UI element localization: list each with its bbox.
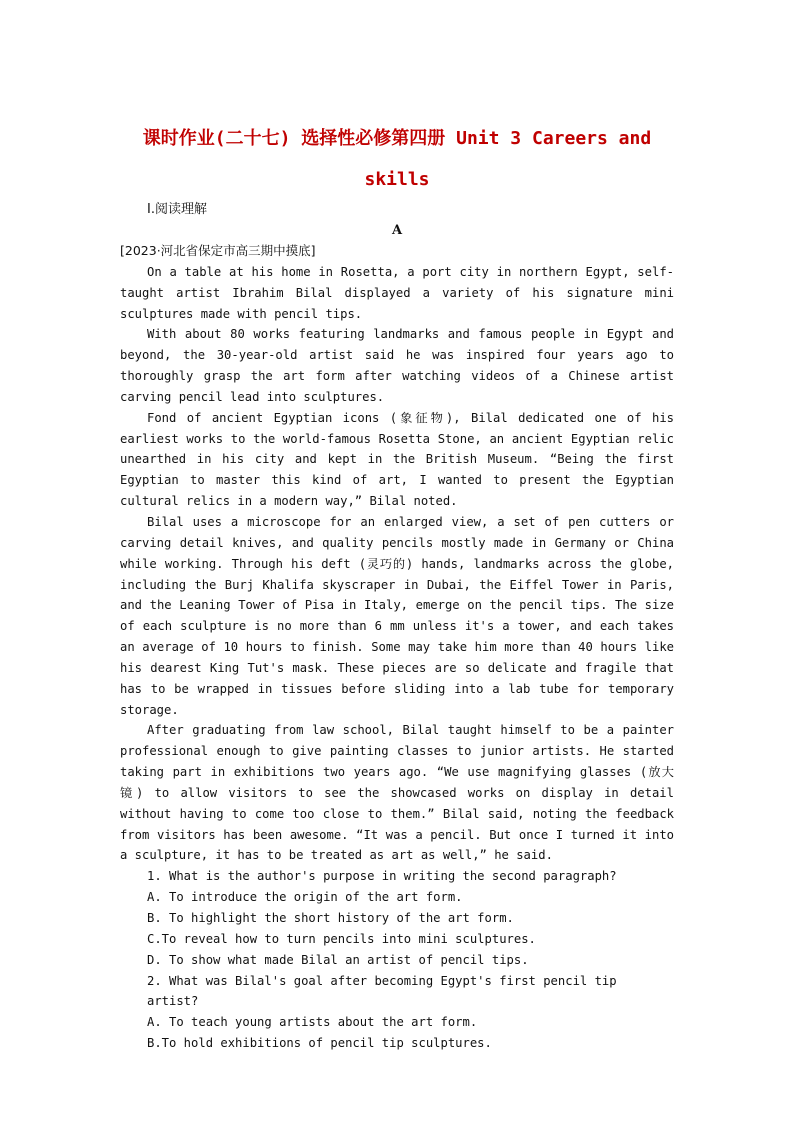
passage-label: A [391, 223, 403, 238]
question-2-option-b: B.To hold exhibitions of pencil tip sculptures. [147, 1036, 492, 1051]
page-title: 课时作业(二十七) 选择性必修第四册 Unit 3 Careers and skills [142, 128, 652, 190]
paragraph-1: On a table at his home in Rosetta, a port city in northern Egypt, self-taught artist Ibrahim Bilal displayed a variety of his signature mini sculptures made with pencil tips. [120, 264, 674, 321]
paragraph-5: After graduating from law school, Bilal taught himself to be a painter professional enough to give painting classes to junior artists. He started taking part in exhibitions two years ago. “We use magnifying glasses (放大镜) to allow visitors to see the showcased works on display in detail without having to come too close to them.” Bilal said, noting the feedback from visitors has been awesome. “It was a pencil. But once I turned it into a sculpture, it has to be treated as art as well,” he said. [120, 723, 674, 863]
section-heading: Ⅰ.阅读理解 [147, 202, 207, 217]
paragraph-3: Fond of ancient Egyptian icons (象征物), Bilal dedicated one of his earliest works to the world-famous Rosetta Stone, an ancient Egyptian relic unearthed in his city and kept in the British Museum. “Being the first Egyptian to master this kind of art, I wanted to present the Egyptian cultural relics in a modern way,” Bilal noted. [120, 410, 674, 509]
question-1-option-a: A. To introduce the origin of the art form. [147, 890, 463, 905]
passage-body [120, 241, 674, 1054]
question-1-option-d: D. To show what made Bilal an artist of pencil tips. [147, 952, 529, 967]
question-2: 2. What was Bilal's goal after becoming Egypt's first pencil tip artist? [147, 973, 617, 1009]
paragraph-4: Bilal uses a microscope for an enlarged view, a set of pen cutters or carving detail knives, and quality pencils mostly made in Germany or China while working. Through his deft (灵巧的) hands, landmarks across the globe, including the Burj Khalifa skyscraper in Dubai, the Eiffel Tower in Paris, and the Leaning Tower of Pisa in Italy, emerge on the pencil tips. The size of each sculpture is no more than 6 mm unless it's a tower, and each takes an average of 10 hours to finish. Some may take him more than 40 hours like his dearest King Tut's mask. These pieces are so delicate and fragile that has to be wrapped in tissues before sliding into a lab tube for temporary storage. [120, 514, 674, 717]
paragraph-2: With about 80 works featuring landmarks and famous people in Egypt and beyond, the 30-year-old artist said he was inspired four years ago to thoroughly grasp the art form after watching videos of a Chinese artist carving pencil lead into sculptures. [120, 327, 674, 404]
question-1-option-b: B. To highlight the short history of the art form. [147, 911, 514, 925]
source-line: [2023·河北省保定市高三期中摸底] [120, 243, 316, 258]
question-2-option-a: A. To teach young artists about the art form. [147, 1015, 478, 1030]
question-1: 1. What is the author's purpose in writing the second paragraph? [147, 869, 617, 884]
question-1-option-c: C.To reveal how to turn pencils into mini sculptures. [147, 931, 536, 946]
